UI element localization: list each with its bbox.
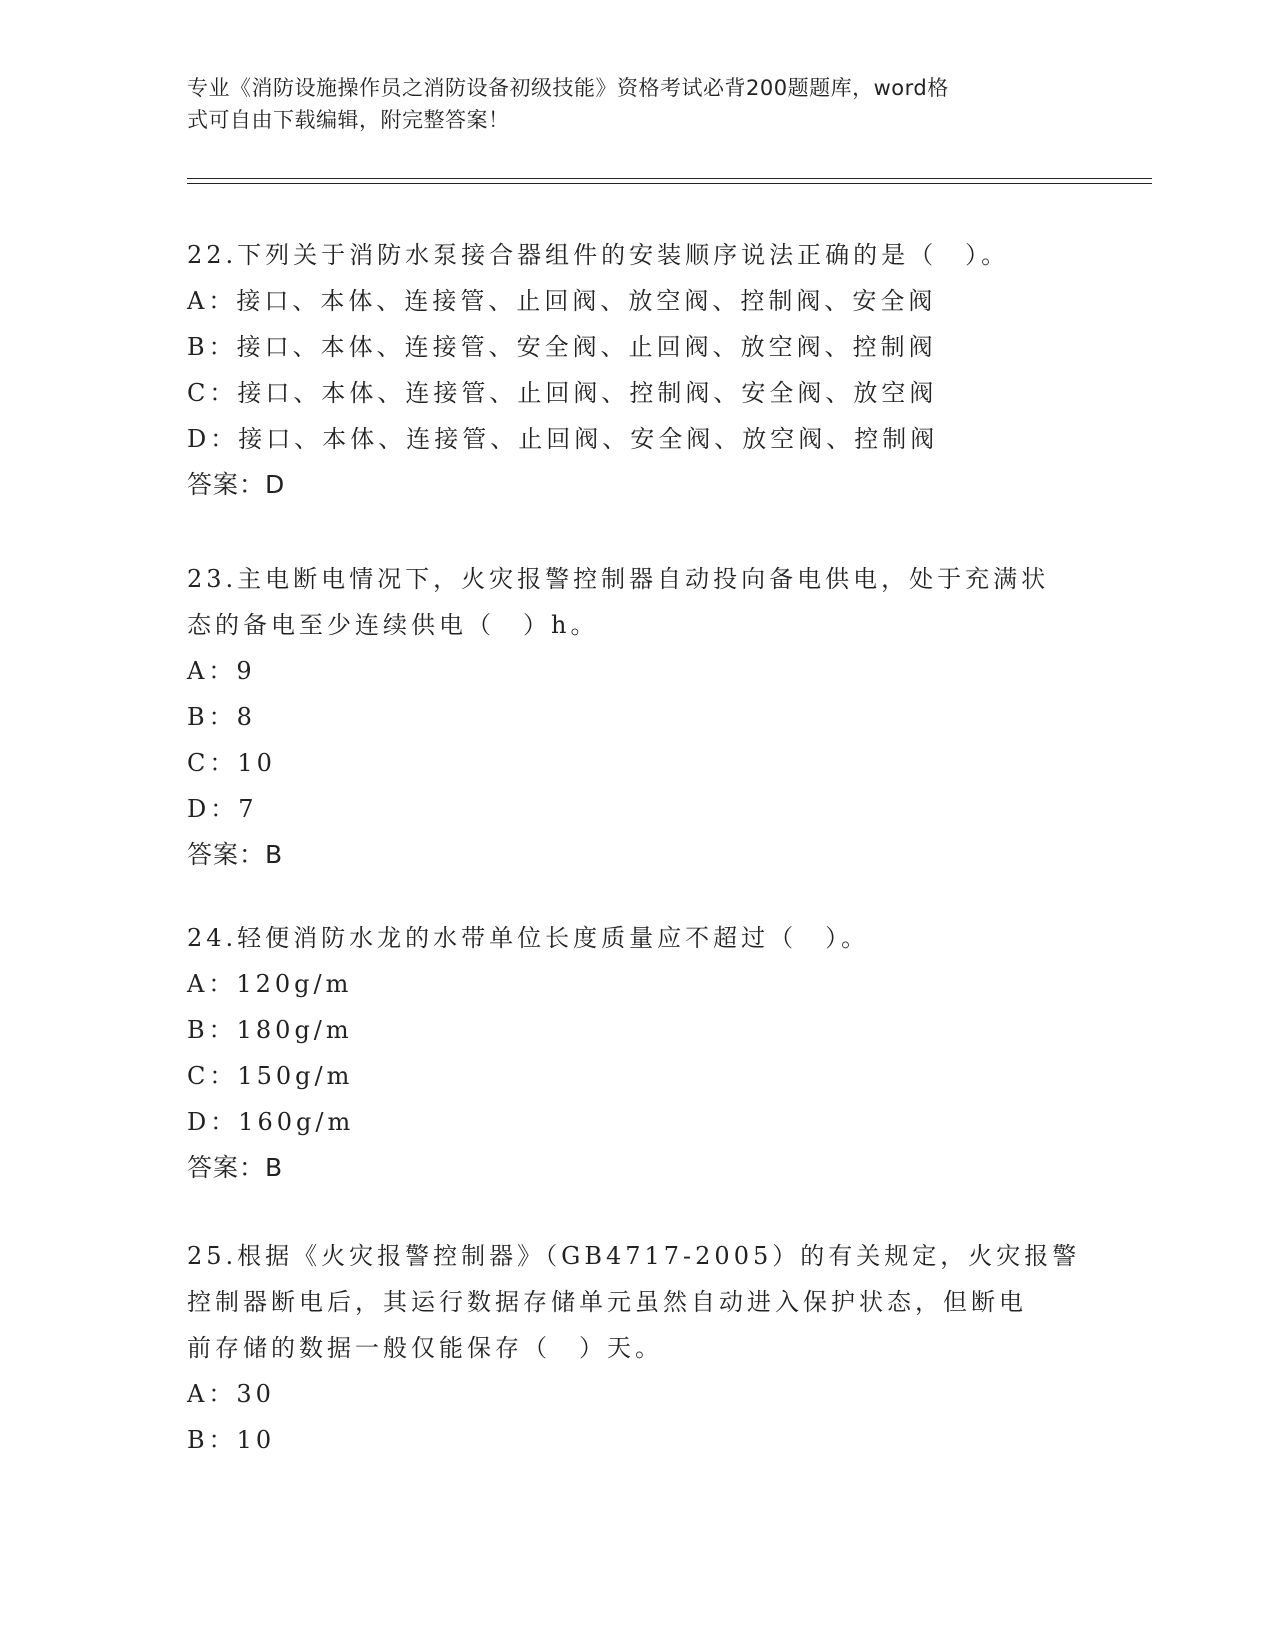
option-d: D：接口、本体、连接管、止回阀、安全阀、放空阀、控制阀 [187, 425, 939, 453]
question-22 [187, 232, 1087, 508]
question-text-cont: 控制器断电后，其运行数据存储单元虽然自动进入保护状态，但断电 [187, 1288, 1027, 1316]
question-25 [187, 1233, 1087, 1463]
option-a: A：接口、本体、连接管、止回阀、放空阀、控制阀、安全阀 [187, 287, 937, 315]
option-b: B：180g/m [187, 1016, 353, 1044]
option-b: B：8 [187, 703, 256, 731]
option-d: D：7 [187, 795, 258, 823]
header-divider-top [187, 178, 1152, 179]
option-b: B：接口、本体、连接管、安全阀、止回阀、放空阀、控制阀 [187, 333, 937, 361]
option-c: C：接口、本体、连接管、止回阀、控制阀、安全阀、放空阀 [187, 379, 938, 407]
option-c: C：10 [187, 749, 276, 777]
question-23 [187, 556, 1087, 878]
question-text-cont-2: 前存储的数据一般仅能保存（ ）天。 [187, 1334, 663, 1362]
question-24 [187, 915, 1087, 1191]
document-header [187, 72, 1067, 136]
question-text-cont: 态的备电至少连续供电（ ）h。 [187, 611, 599, 639]
option-a: A：120g/m [187, 970, 353, 998]
answer: 答案：B [187, 1153, 284, 1182]
option-a: A：30 [187, 1380, 275, 1408]
header-divider-bottom [187, 183, 1152, 184]
question-text: 24.轻便消防水龙的水带单位长度质量应不超过（ ）。 [187, 924, 870, 952]
option-a: A：9 [187, 657, 256, 685]
question-text: 23.主电断电情况下，火灾报警控制器自动投向备电供电，处于充满状 [187, 565, 1050, 593]
question-text: 22.下列关于消防水泵接合器组件的安装顺序说法正确的是（ ）。 [187, 241, 1010, 269]
option-d: D：160g/m [187, 1108, 355, 1136]
question-text: 25.根据《火灾报警控制器》（GB4717-2005）的有关规定，火灾报警 [187, 1242, 1081, 1270]
option-c: C：150g/m [187, 1062, 354, 1090]
answer: 答案：B [187, 840, 284, 869]
option-b: B：10 [187, 1426, 276, 1454]
header-line-1: 专业《消防设施操作员之消防设备初级技能》资格考试必背200题题库，word格 [187, 76, 949, 100]
header-line-2: 式可自由下载编辑，附完整答案！ [187, 108, 510, 132]
answer: 答案：D [187, 470, 286, 499]
